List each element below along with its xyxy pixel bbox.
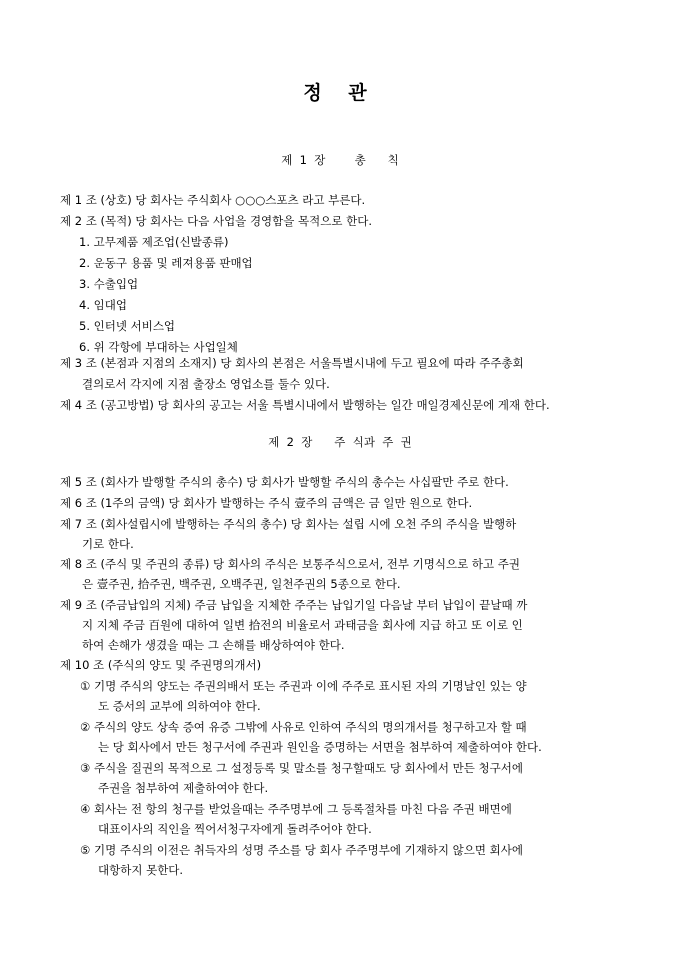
article-7-line-1: 제 7 조 (회사설립시에 발행하는 주식의 총수) 당 회사는 설립 시에 오천 주의 주식을 발행하: [60, 517, 517, 531]
chapter-2-heading: 제 2 장 주 식과 주 권: [268, 435, 412, 449]
article-3-line-1: 제 3 조 (본점과 지점의 소재지) 당 회사의 본점은 서울특별시내에 두고 필요에 따라 주주총회: [60, 356, 524, 370]
article-9-line-3: 하여 손해가 생겼을 때는 그 손해를 배상하여야 한다.: [82, 638, 345, 652]
article-10: 제 10 조 (주식의 양도 및 주권명의개서): [60, 658, 262, 672]
article-2-item: 3. 수출입업: [79, 277, 139, 291]
article-3-line-2: 결의로서 각지에 지점 출장소 영업소를 둘수 있다.: [82, 377, 330, 391]
article-1: 제 1 조 (상호) 당 회사는 주식회사 ○○○스포츠 라고 부른다.: [60, 193, 366, 207]
article-2-item: 6. 위 각항에 부대하는 사업일체: [79, 340, 238, 354]
article-7-line-2: 기로 한다.: [82, 537, 134, 551]
article-10-clause-5-line-2: 대항하지 못한다.: [98, 863, 184, 877]
article-10-clause-3-line-1: ③ 주식을 질권의 목적으로 그 설정등록 및 말소를 청구할때도 당 회사에서 만든 청구서에: [80, 761, 523, 775]
article-2: 제 2 조 (목적) 당 회사는 다음 사업을 경영함을 목적으로 한다.: [60, 214, 373, 228]
article-10-clause-3-line-2: 주권을 첨부하여 제출하여야 한다.: [98, 781, 269, 795]
article-10-clause-2-line-2: 는 당 회사에서 만든 청구서에 주권과 원인을 증명하는 서면을 첨부하여 제출하여야 한다.: [98, 740, 542, 754]
article-2-item: 4. 임대업: [79, 298, 127, 312]
article-9-line-2: 지 지체 주금 百원에 대하여 일변 拾전의 비율로서 과태금을 회사에 지급 하고 또 이로 인: [82, 618, 523, 632]
article-8-line-1: 제 8 조 (주식 및 주권의 종류) 당 회사의 주식은 보통주식으로서, 전부 기명식으로 하고 주권: [60, 557, 520, 571]
article-10-clause-5-line-1: ⑤ 기명 주식의 이전은 취득자의 성명 주소를 당 회사 주주명부에 기재하지 않으면 회사에: [80, 843, 523, 857]
article-2-item: 1. 고무제품 제조업(신발종류): [79, 235, 229, 249]
article-9-line-1: 제 9 조 (주금납입의 지체) 주금 납입을 지체한 주주는 납입기일 다음날 부터 납입이 끝날때 까: [60, 598, 528, 612]
article-10-clause-2-line-1: ② 주식의 양도 상속 증여 유증 그밖에 사유로 인하여 주식의 명의개서를 청구하고자 할 때: [80, 720, 527, 734]
document-title: 정 관: [303, 82, 377, 104]
article-10-clause-1-line-1: ① 기명 주식의 양도는 주권의배서 또는 주권과 이에 주주로 표시된 자의 기명날인 있는 양: [80, 679, 527, 693]
chapter-1-heading: 제 1 장 총 칙: [281, 153, 399, 167]
article-10-clause-1-line-2: 도 증서의 교부에 의하여야 한다.: [98, 699, 261, 713]
article-6: 제 6 조 (1주의 금액) 당 회사가 발행하는 주식 壹주의 금액은 금 일만 원으로 한다.: [60, 496, 473, 510]
article-2-item: 5. 인터넷 서비스업: [79, 319, 176, 333]
article-4: 제 4 조 (공고방법) 당 회사의 공고는 서울 특별시내에서 발행하는 일간 매일경제신문에 게재 한다.: [60, 398, 550, 412]
article-2-item: 2. 운동구 용품 및 레져용품 판매업: [79, 256, 253, 270]
article-10-clause-4-line-2: 대표이사의 직인을 찍어서청구자에게 돌려주어야 한다.: [98, 822, 372, 836]
article-8-line-2: 은 壹주권, 拾주권, 백주권, 오백주권, 일천주권의 5종으로 한다.: [82, 577, 401, 591]
article-10-clause-4-line-1: ④ 회사는 전 항의 청구를 받었을때는 주주명부에 그 등록절차를 마친 다음 주권 배면에: [80, 802, 512, 816]
article-5: 제 5 조 (회사가 발행할 주식의 총수) 당 회사가 발행할 주식의 총수는 사십팔만 주로 한다.: [60, 475, 509, 489]
